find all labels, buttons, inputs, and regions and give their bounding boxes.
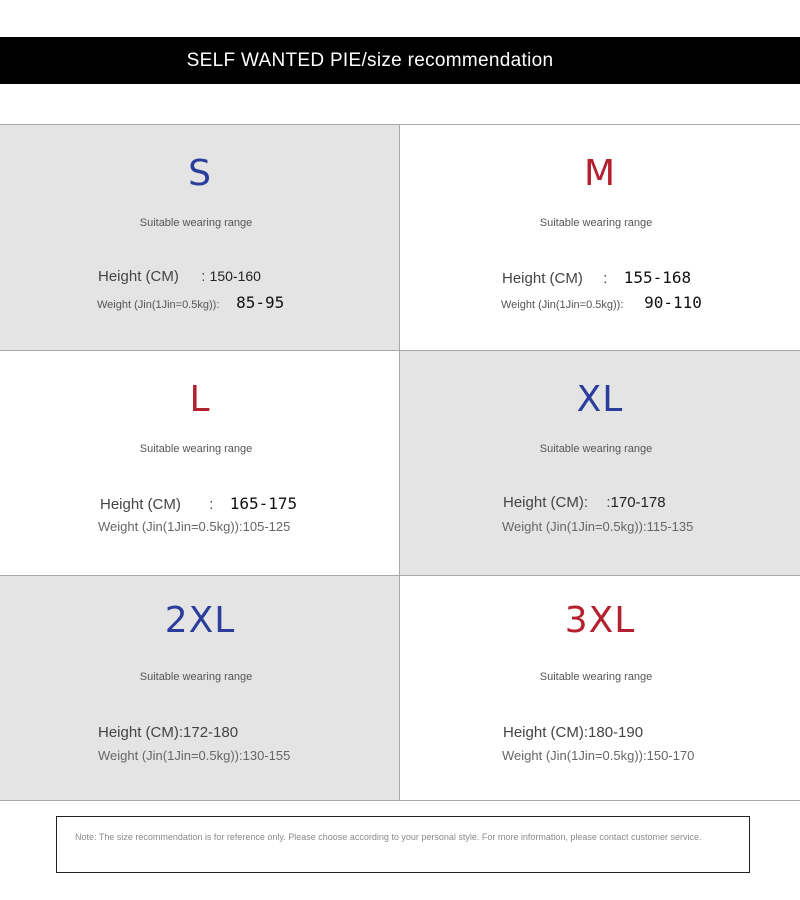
range-caption: Suitable wearing range <box>139 217 253 229</box>
size-label: 2XL <box>164 600 236 641</box>
size-card-s <box>0 125 400 351</box>
size-label: XL <box>576 379 624 420</box>
range-caption: Suitable wearing range <box>539 443 653 455</box>
weight-row: Weight (Jin(1Jin=0.5kg)):130-155 <box>98 748 291 763</box>
height-separator: : <box>209 496 214 513</box>
size-label: 3XL <box>564 600 636 641</box>
range-caption: Suitable wearing range <box>539 671 653 683</box>
weight-value: 90-110 <box>644 293 702 312</box>
range-caption: Suitable wearing range <box>539 217 653 229</box>
height-row: Height (CM):172-180 <box>98 724 239 741</box>
height-separator: : <box>606 494 611 511</box>
weight-row: Weight (Jin(1Jin=0.5kg)):150-170 <box>502 748 695 763</box>
height-label: Height (CM) <box>502 270 583 287</box>
height-row <box>98 268 261 285</box>
size-card-m <box>400 125 800 351</box>
height-row <box>503 494 666 511</box>
height-row: Height (CM):180-190 <box>503 724 644 741</box>
height-label: Height (CM) <box>98 268 179 285</box>
size-label: L <box>189 379 211 420</box>
weight-value: 85-95 <box>236 293 285 312</box>
height-separator: : <box>201 268 206 285</box>
height-value: 170-178 <box>610 494 666 511</box>
height-row <box>502 268 691 287</box>
disclaimer-note: Note: The size recommendation is for reference only. Please choose according to your personal style. For more information, please contact customer service. <box>56 816 750 873</box>
page-title-banner: SELF WANTED PIE/size recommendation <box>0 37 800 84</box>
size-grid <box>0 124 800 801</box>
weight-row: Weight (Jin(1Jin=0.5kg)):115-135 <box>502 519 694 534</box>
size-card-l <box>0 351 400 576</box>
height-value: 150-160 <box>209 268 261 284</box>
weight-label: Weight (Jin(1Jin=0.5kg)): <box>501 299 624 311</box>
weight-row: Weight (Jin(1Jin=0.5kg)):105-125 <box>98 519 291 534</box>
size-label: S <box>188 153 212 194</box>
weight-row <box>501 293 702 312</box>
range-caption: Suitable wearing range <box>139 671 253 683</box>
height-value: 155-168 <box>623 268 692 287</box>
size-card-xl <box>400 351 800 576</box>
size-card-3xl <box>400 576 800 800</box>
range-caption: Suitable wearing range <box>139 443 253 455</box>
size-label: M <box>583 153 617 194</box>
height-row <box>100 494 297 513</box>
weight-label: Weight (Jin(1Jin=0.5kg)): <box>97 299 220 311</box>
height-label: Height (CM) <box>100 496 181 513</box>
size-card-2xl <box>0 576 400 800</box>
weight-row <box>97 293 284 312</box>
height-label: Height (CM): <box>503 494 589 511</box>
height-value: 165-175 <box>229 494 298 513</box>
height-separator: : <box>603 270 608 287</box>
